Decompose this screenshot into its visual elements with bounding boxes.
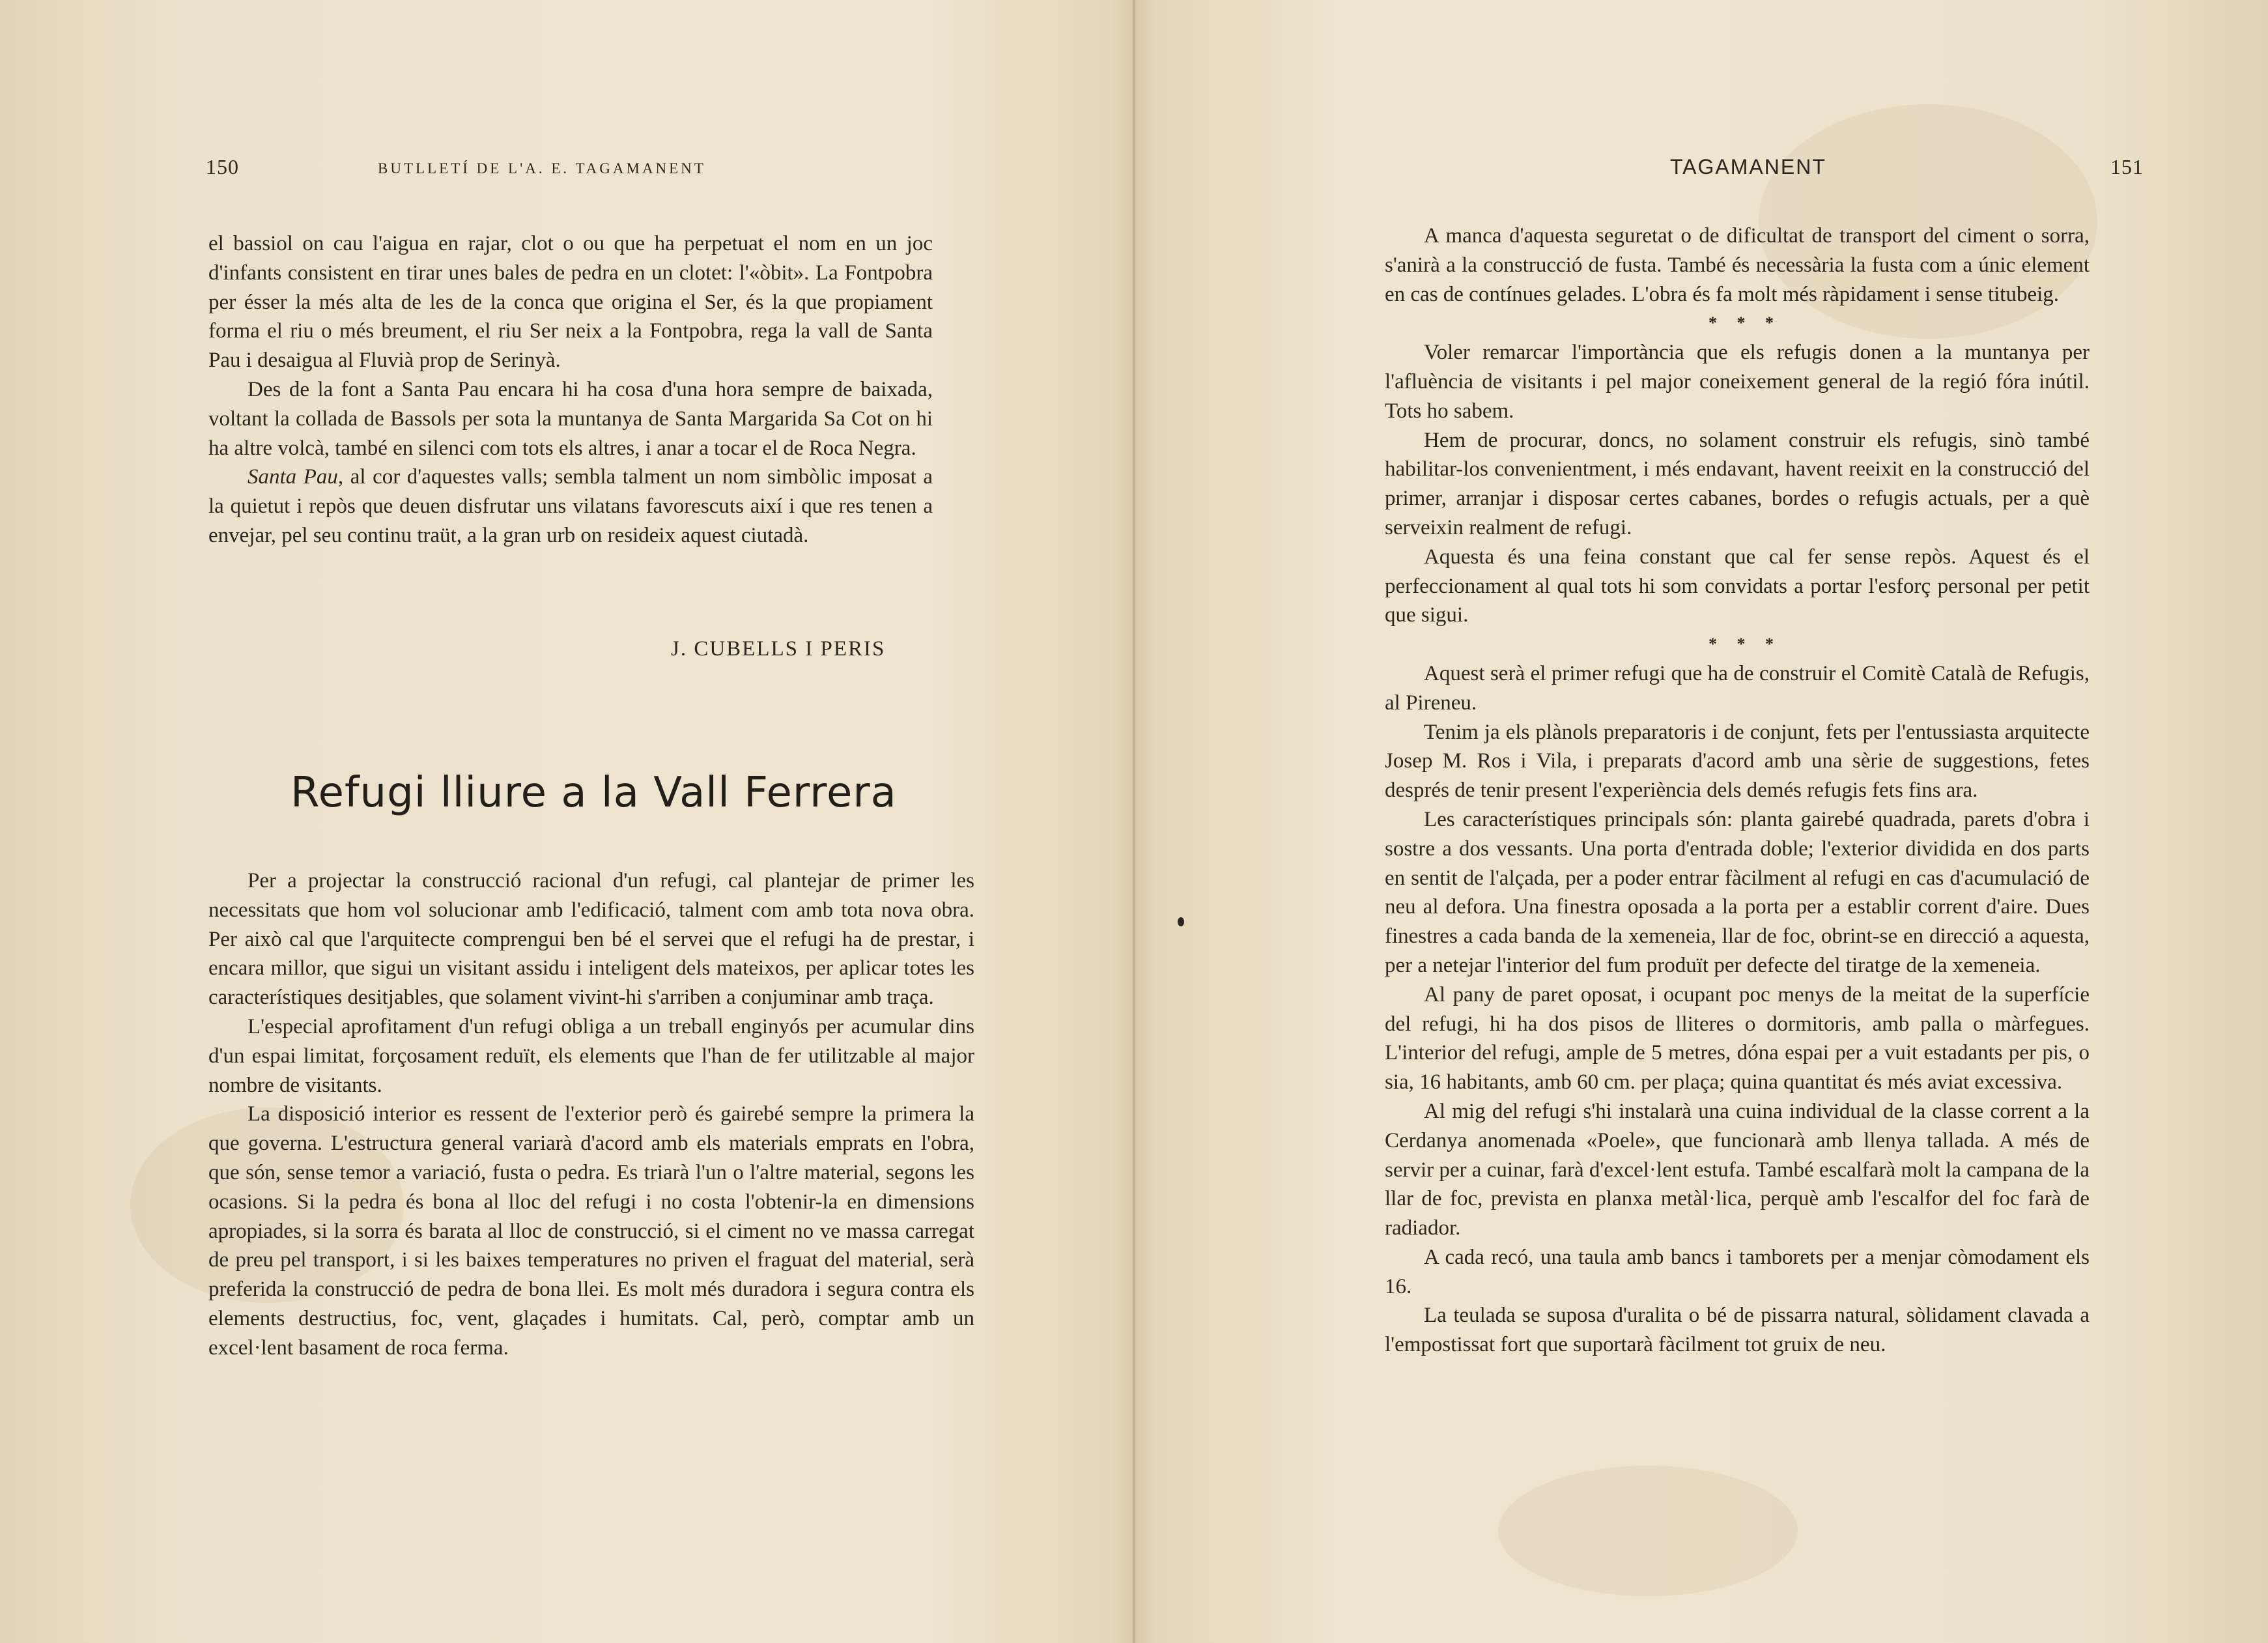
right-page	[1135, 0, 2268, 1643]
paragraph: Hem de procurar, doncs, no solament construir els refugis, sinò també habilitar-los convenientment, i més endavant, havent reeixit en la construcció del primer, arranjar i disposar certes cabanes, bordes o refugis actuals, per a què serveixin realment de refugi.	[1385, 428, 2090, 539]
author-signature: J. CUBELLS I PERIS	[671, 637, 886, 661]
paragraph: A cada recó, una taula amb bancs i tamborets per a menjar còmodament els 16.	[1385, 1245, 2090, 1298]
running-head-right: TAGAMANENT	[1670, 155, 1826, 179]
paragraph: Voler remarcar l'importància que els refugis donen a la muntanya per l'afluència de visitants i pel major coneixement general de la regió fóra inútil. Tots ho sabem.	[1385, 341, 2090, 423]
article-title: Refugi lliure a la Vall Ferrera	[291, 769, 897, 817]
section-separator: * * *	[1708, 635, 1781, 654]
paragraph: Aquest serà el primer refugi que ha de construir el Comitè Català de Refugis, al Pireneu.	[1385, 661, 2090, 715]
page-number-left: 150	[206, 155, 239, 179]
article-body-left	[208, 866, 974, 1363]
paragraph: La disposició interior es ressent de l'exterior però és gairebé sempre la primera la que governa. L'estructura general variarà d'acord amb els materials emprats en l'obra, que són, sense temor a variació, fusta o pedra. Es triarà l'un o l'altre material, segons les ocasions. Si la pedra és bona al lloc del refugi i no costa l'obtenir-la en dimensions apropiades, si la sorra és barata al lloc de construcció, si el ciment no ve massa carregat de preu pel transport, i si les baixes temperatures no priven el fraguat del material, serà preferida la construcció de pedra de bona llei. Es molt més duradora i segura contra els elements destructius, foc, vent, glaçades i humitats. Cal, però, comptar amb un excel·lent basament de roca ferma.	[208, 1102, 974, 1360]
paragraph: el bassiol on cau l'aigua en rajar, clot o ou que ha perpetuat el nom en un joc d'infants consistent en tirar unes bales de pedra en un clotet: l'«òbit». La Fontpobra per ésser la més alta de les de la conca que origina el Ser, és la que propiament forma el riu o més breument, el riu Ser neix a la Fontpobra, rega la vall de Santa Pau i desaigua al Fluvià prop de Serinyà.	[208, 232, 933, 373]
paragraph	[208, 463, 933, 550]
paragraph: Aquesta és una feina constant que cal fer sense repòs. Aquest és el perfeccionament al qual tots hi som convidats a portar l'esforç personal per petit que sigui.	[1385, 545, 2090, 627]
paragraph: Les característiques principals són: planta gairebé quadrada, parets d'obra i sostre a dos vessants. Una porta d'entrada doble; l'exterior dividida en dos parts en sentit de l'alçada, per a poder entrar fàcilment al refugi en cas d'acumulació de neu al defora. Una finestra oposada a la porta per a establir corrent d'aire. Dues finestres a cada banda de la xemeneia, llar de foc, obrint-se en direcció a aquesta, per a netejar l'interior del fum produït per defecte del tiratge de la xemeneia.	[1385, 807, 2090, 977]
place-name: Santa Pau,	[248, 465, 344, 489]
paragraph: Per a projectar la construcció racional d'un refugi, cal plantejar de primer les necessitats que hom vol solucionar amb l'edificació, talment com amb tota nova obra. Per això cal que l'arquitecte comprengui ben bé el servei que el refugi ha de prestar, i encara millor, que sigui un visitant assidu i inteligent dels mateixos, per aplicar totes les característiques desitjables, que solament vivint-hi s'arriben a conjuminar amb traça.	[208, 869, 974, 1010]
paragraph-text: al cor d'aquestes valls; sembla talment un nom simbòlic imposat a la quietut i repòs que deuen disfrutar uns vilatans favorescuts així i que res tenen a envejar, pel seu continu traüt, a la gran urb on resideix aquest ciutadà.	[208, 465, 933, 547]
paragraph: L'especial aprofitament d'un refugi obliga a un treball enginyós per acumular dins d'un espai limitat, forçosament reduït, els elements que l'han de fer utilitzable al major nombre de visitants.	[208, 1014, 974, 1097]
running-head-left: BUTLLETÍ DE L'A. E. TAGAMANENT	[378, 160, 706, 177]
paragraph: Al mig del refugi s'hi instalarà una cuina individual de la classe corrent a la Cerdanya anomenada «Poele», que funcionarà amb llenya tallada. A més de servir per a cuinar, farà d'excel·lent estufa. També escalfarà molt la campana de la llar de foc, prevista en planxa metàl·lica, perquè amb l'escalfor del foc farà de radiador.	[1385, 1099, 2090, 1240]
paragraph: Tenim ja els plànols preparatoris i de conjunt, fets per l'entussiasta arquitecte Josep M. Ros i Vila, i preparats d'acord amb una sèrie de suggestions, fetes després de tenir present l'experiència dels demés refugis fets fins ara.	[1385, 720, 2090, 803]
paragraph: Des de la font a Santa Pau encara hi ha cosa d'una hora sempre de baixada, voltant la collada de Bassols per sota la muntanya de Santa Margarida Sa Cot on hi ha altre volcà, també en silenci com tots els altres, i anar a tocar el de Roca Negra.	[208, 377, 933, 460]
left-page	[0, 0, 1133, 1643]
section-separator: * * *	[1708, 313, 1781, 333]
continuation-text	[208, 229, 933, 550]
paragraph: La teulada se suposa d'uralita o bé de pissarra natural, sòlidament clavada a l'empostissat fort que suportarà fàcilment tot gruix de neu.	[1385, 1304, 2090, 1357]
page-number-right: 151	[2110, 155, 2144, 179]
paragraph: A manca d'aquesta seguretat o de dificultat de transport del ciment o sorra, s'anirà a la construcció de fusta. També és necessària la fusta com a únic element en cas de contínues gelades. L'obra és fa molt més ràpidament i sense titubeig.	[1385, 224, 2090, 306]
article-body-right	[1385, 221, 2090, 1360]
paragraph: Al pany de paret oposat, i ocupant poc menys de la meitat de la superfície del refugi, hi ha dos pisos de lliteres o dormitoris, amb palla o màrfegues. L'interior del refugi, ample de 5 metres, dóna espai per a vuit estadants per pis, o sia, 16 habitants, amb 60 cm. per plaça; quina quantitat és més aviat excessiva.	[1385, 982, 2090, 1094]
